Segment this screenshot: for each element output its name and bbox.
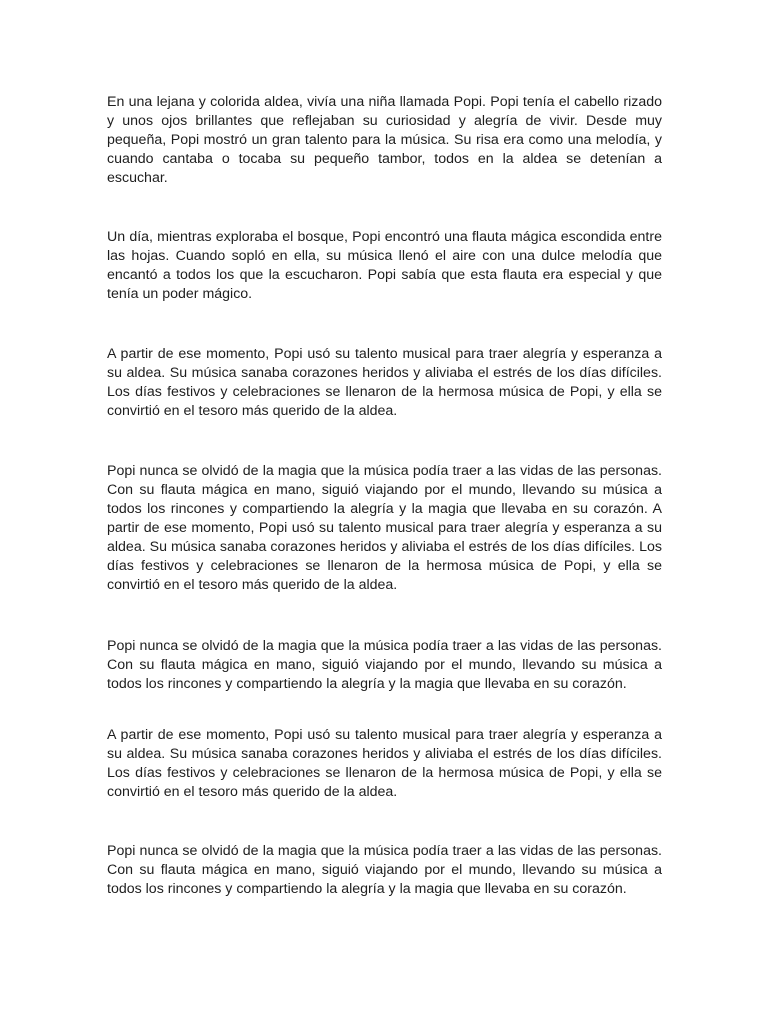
paragraph-6: A partir de ese momento, Popi usó su talento musical para traer alegría y esperanza a su aldea. Su música sanaba corazones heridos y aliviaba el estrés de los días difíciles. Los días festivos y celebraciones se llenaron de la hermosa música de Popi, y ella se convirtió en el tesoro más querido de la aldea. xyxy=(107,727,662,800)
paragraph-7: Popi nunca se olvidó de la magia que la música podía traer a las vidas de las personas. Con su flauta mágica en mano, siguió viajando por el mundo, llevando su música a todos los rincones y compartiendo la alegría y la magia que llevaba en su corazón. xyxy=(107,843,662,897)
paragraph-3: A partir de ese momento, Popi usó su talento musical para traer alegría y esperanza a su aldea. Su música sanaba corazones heridos y aliviaba el estrés de los días difíciles. Los días festivos y celebraciones se llenaron de la hermosa música de Popi, y ella se convirtió en el tesoro más querido de la aldea. xyxy=(107,346,662,419)
paragraph-1: En una lejana y colorida aldea, vivía una niña llamada Popi. Popi tenía el cabello rizado y unos ojos brillantes que reflejaban su curiosidad y alegría de vivir. Desde muy pequeña, Popi mostró un gran talento para la música. Su risa era como una melodía, y cuando cantaba o tocaba su pequeño tambor, todos en la aldea se detenían a escuchar. xyxy=(107,94,662,186)
paragraph-5: Popi nunca se olvidó de la magia que la música podía traer a las vidas de las personas. Con su flauta mágica en mano, siguió viajando por el mundo, llevando su música a todos los rincones y compartiendo la alegría y la magia que llevaba en su corazón. xyxy=(107,638,662,692)
paragraph-4: Popi nunca se olvidó de la magia que la música podía traer a las vidas de las personas. Con su flauta mágica en mano, siguió viajando por el mundo, llevando su música a todos los rincones y compartiendo la alegría y la magia que llevaba en su corazón. A partir de ese momento, Popi usó su talento musical para traer alegría y esperanza a su aldea. Su música sanaba corazones heridos y aliviaba el estrés de los días difíciles. Los días festivos y celebraciones se llenaron de la hermosa música de Popi, y ella se convirtió en el tesoro más querido de la aldea. xyxy=(107,463,662,593)
paragraph-2: Un día, mientras exploraba el bosque, Popi encontró una flauta mágica escondida entre las hojas. Cuando sopló en ella, su música llenó el aire con una dulce melodía que encantó a todos los que la escucharon. Popi sabía que esta flauta era especial y que tenía un poder mágico. xyxy=(107,229,662,302)
